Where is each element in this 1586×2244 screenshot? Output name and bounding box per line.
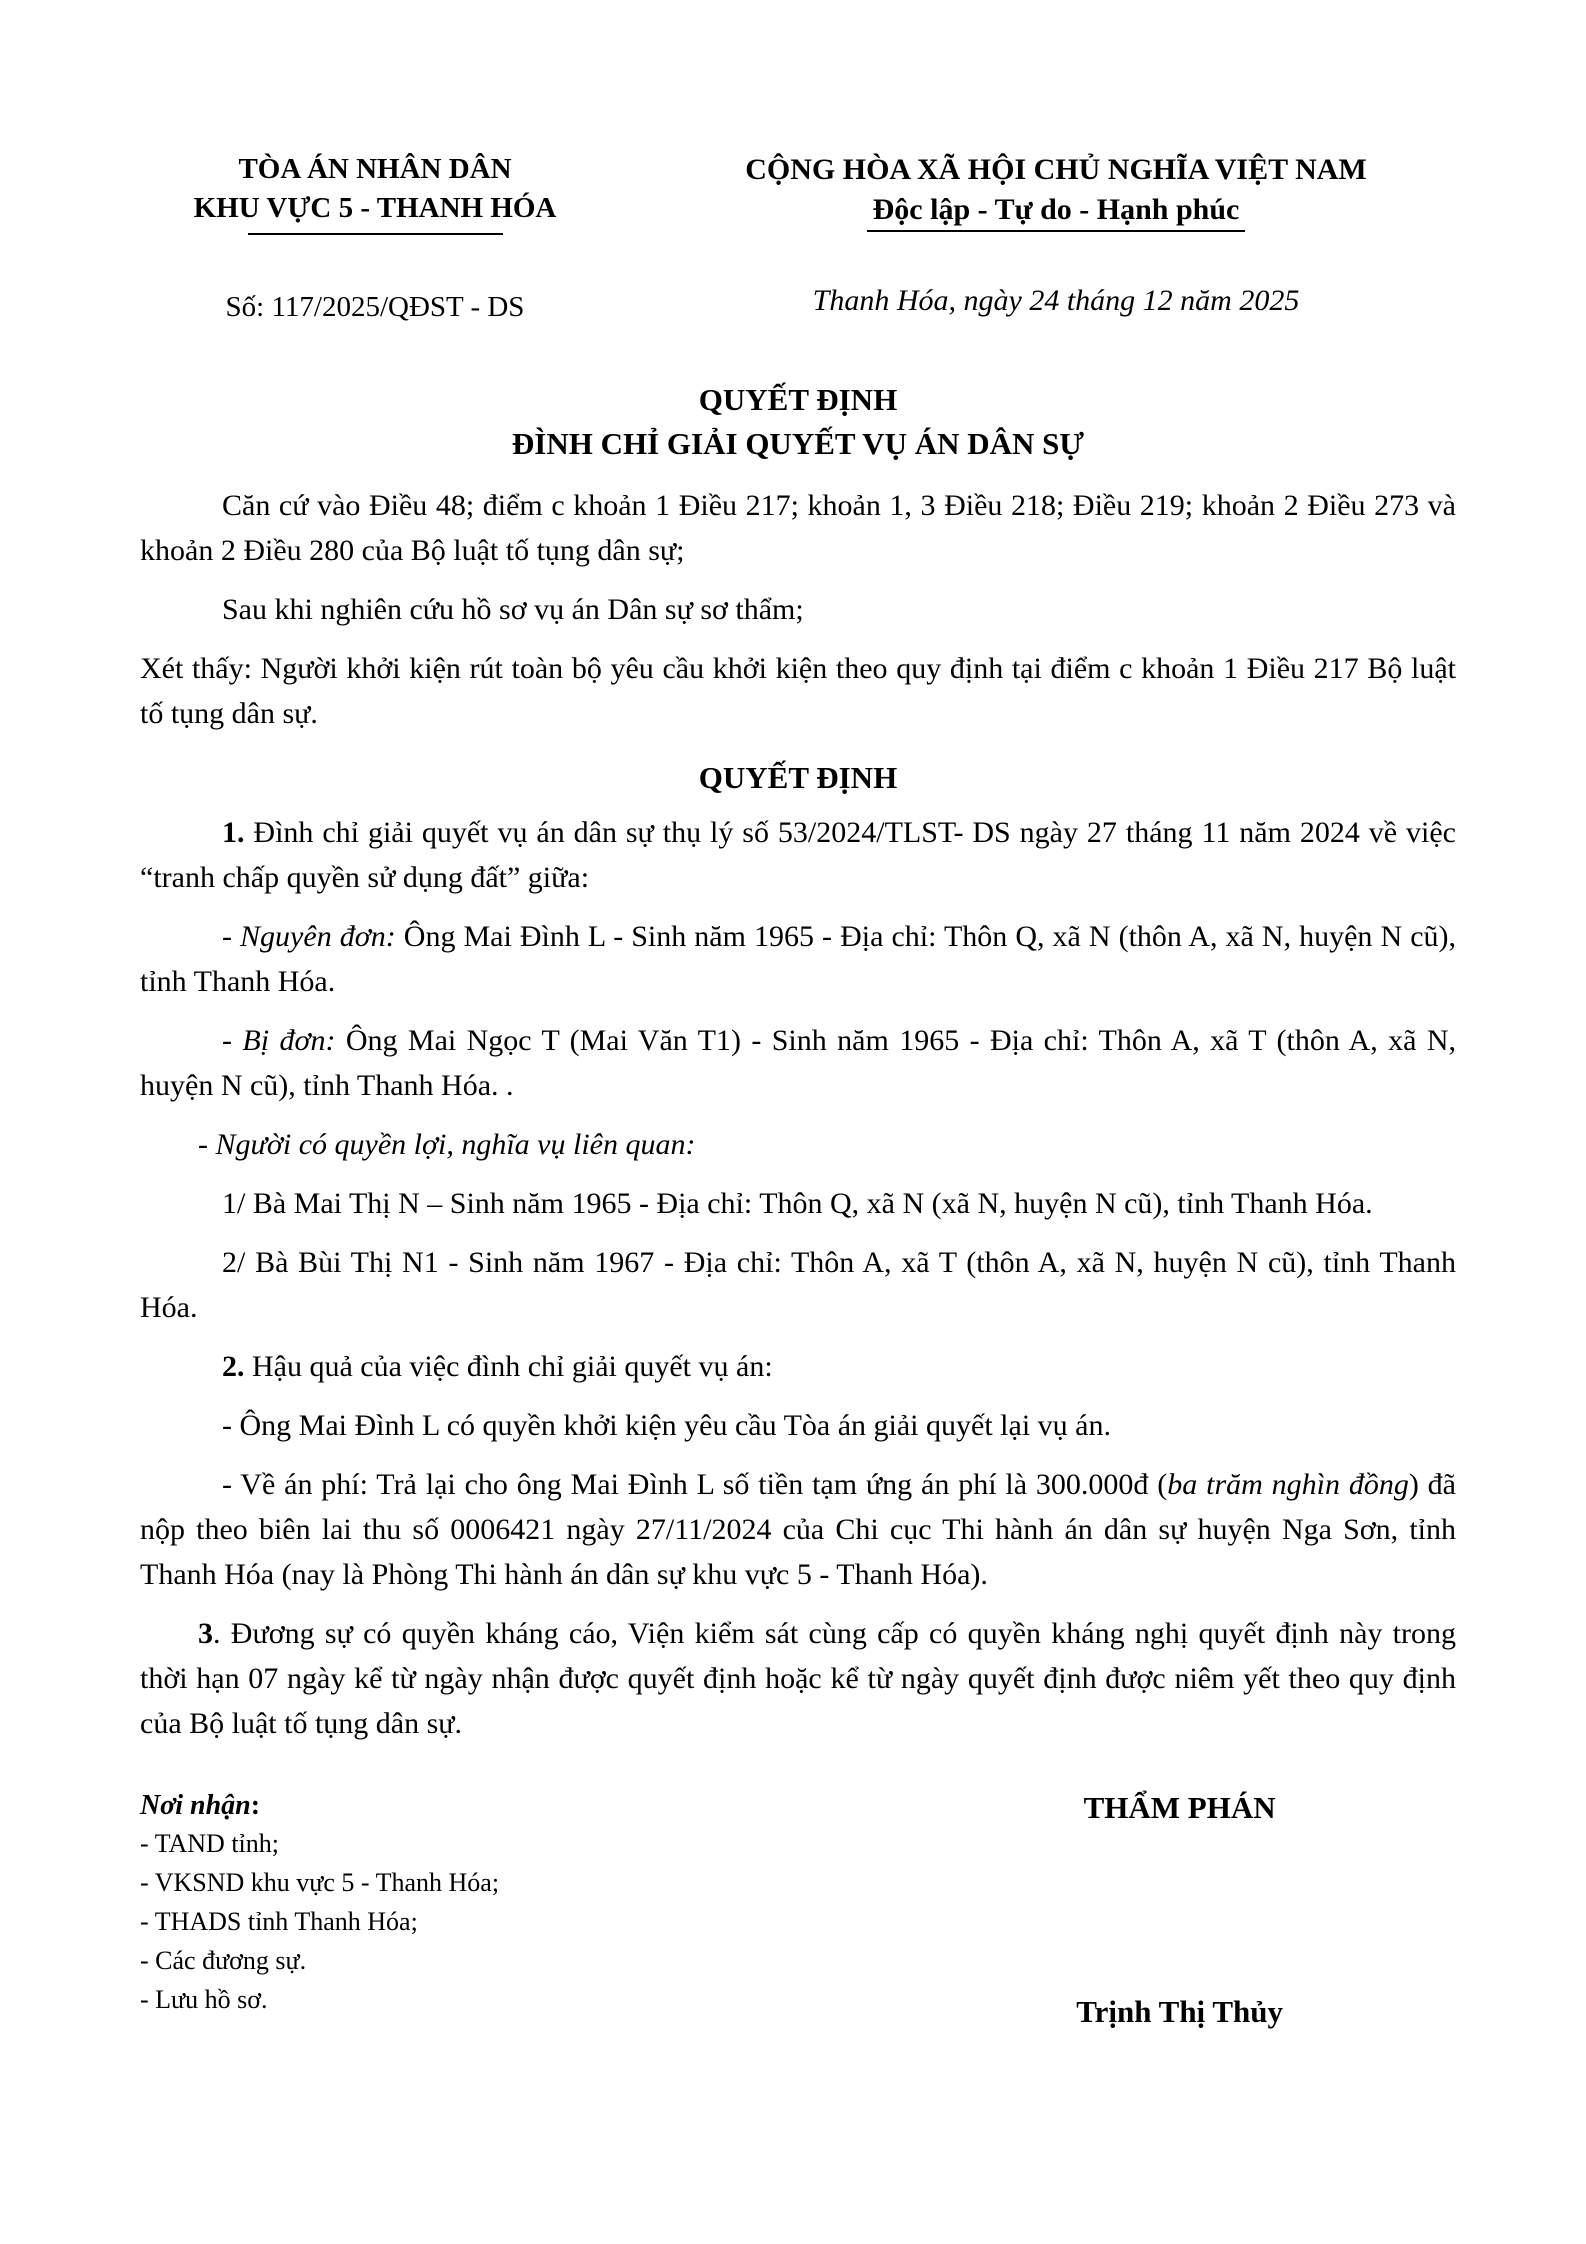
- plaintiff-paragraph: [140, 914, 1456, 1004]
- court-name-line2: KHU VỰC 5 - THANH HÓA: [193, 192, 557, 225]
- recipient-item: - Các đương sự.: [140, 1946, 307, 1976]
- related-party-1: 1/ Bà Mai Thị N – Sinh năm 1965 - Địa chỉ: Thôn Q, xã N (xã N, huyện N cũ), tỉnh Thanh Hóa.: [222, 1187, 1373, 1221]
- document-header: [140, 150, 1456, 324]
- fee-refund-part2: ) đã nộp theo biên lai thu số 0006421 ngày 27/11/2024 của Chi cục Thi hành án dân sự huyện Nga Sơn, tỉnh Thanh Hóa (nay là Phòng Thi hành án dân sự khu vực 5 - Thanh Hóa).: [140, 1468, 1456, 1592]
- decision-item-1-number: 1.: [222, 816, 245, 850]
- decision-item-1: [140, 810, 1456, 900]
- defendant-paragraph: [140, 1018, 1456, 1108]
- document-title: [140, 378, 1456, 465]
- recipients-heading: [140, 1790, 903, 1822]
- recipient-item: - Lưu hồ sơ.: [140, 1985, 268, 2015]
- signature-block: [903, 1790, 1456, 2030]
- national-title: CỘNG HÒA XÃ HỘI CHỦ NGHĨA VIỆT NAM: [745, 153, 1367, 186]
- issuing-court-block: [140, 150, 610, 324]
- recipients-label: Nơi nhận: [140, 1790, 251, 1822]
- defendant-dash: -: [222, 1024, 243, 1058]
- fee-refund-part1: - Về án phí: Trả lại cho ông Mai Đình L số tiền tạm ứng án phí là 300.000đ (: [222, 1468, 1168, 1502]
- signer-name: Trịnh Thị Thủy: [1076, 1994, 1284, 2030]
- related-party-2: 2/ Bà Bùi Thị N1 - Sinh năm 1967 - Địa chỉ: Thôn A, xã T (thôn A, xã N, huyện N cũ), tỉnh Thanh Hóa.: [140, 1246, 1456, 1325]
- decision-item-3-number: 3: [198, 1617, 213, 1651]
- national-motto: Độc lập - Tự do - Hạnh phúc: [867, 193, 1246, 232]
- recipients-list: [140, 1824, 903, 2019]
- document-number: Số: 117/2025/QĐST - DS: [225, 291, 525, 324]
- national-header-block: [656, 150, 1456, 318]
- defendant-label: Bị đơn:: [242, 1024, 336, 1058]
- recipients-colon: :: [250, 1790, 261, 1822]
- preamble-case-review: Sau khi nghiên cứu hồ sơ vụ án Dân sự sơ thẩm;: [222, 593, 804, 627]
- decision-item-2: [140, 1344, 1456, 1389]
- fee-amount-in-words: ba trăm nghìn đồng: [1167, 1468, 1409, 1502]
- decision-item-3: [140, 1611, 1456, 1746]
- related-parties-heading: - Người có quyền lợi, nghĩa vụ liên quan:: [198, 1128, 696, 1162]
- decision-item-1-text: Đình chỉ giải quyết vụ án dân sự thụ lý số 53/2024/TLST- DS ngày 27 tháng 11 năm 2024 về việc “tranh chấp quyền sử dụng đất” giữa:: [140, 816, 1456, 895]
- court-name-line1: TÒA ÁN NHÂN DÂN: [238, 153, 512, 185]
- document-body: [140, 483, 1456, 1746]
- decision-item-3-text: . Đương sự có quyền kháng cáo, Viện kiểm sát cùng cấp có quyền kháng nghị quyết định này trong thời hạn 07 ngày kể từ ngày nhận được quyết định hoặc kể từ ngày quyết định được niêm yết theo quy định của Bộ luật tố tụng dân sự.: [140, 1617, 1456, 1741]
- plaintiff-dash: -: [222, 920, 241, 954]
- document-title-line2: ĐÌNH CHỈ GIẢI QUYẾT VỤ ÁN DÂN SỰ: [511, 425, 1085, 461]
- preamble-finding: Xét thấy: Người khởi kiện rút toàn bộ yêu cầu khởi kiện theo quy định tại điểm c khoản 1 Điều 217 Bộ luật tố tụng dân sự.: [140, 652, 1456, 731]
- decision-heading: QUYẾT ĐỊNH: [698, 760, 898, 796]
- court-name-underline: [248, 233, 503, 235]
- recipients-block: [140, 1790, 903, 2030]
- document-title-line1: QUYẾT ĐỊNH: [698, 382, 898, 418]
- decision-item-2-number: 2.: [222, 1350, 245, 1384]
- plaintiff-label: Nguyên đơn:: [240, 920, 396, 954]
- signature-space: [903, 1826, 1456, 1994]
- defendant-details: Ông Mai Ngọc T (Mai Văn T1) - Sinh năm 1965 - Địa chỉ: Thôn A, xã T (thôn A, xã N, huyện N cũ), tỉnh Thanh Hóa. .: [140, 1024, 1456, 1103]
- preamble-legal-basis: Căn cứ vào Điều 48; điểm c khoản 1 Điều 217; khoản 1, 3 Điều 218; Điều 219; khoản 2 Điều 273 và khoản 2 Điều 280 của Bộ luật tố tụng dân sự;: [140, 489, 1456, 568]
- decision-item-2a: - Ông Mai Đình L có quyền khởi kiện yêu cầu Tòa án giải quyết lại vụ án.: [222, 1409, 1111, 1443]
- signer-title: THẨM PHÁN: [1083, 1790, 1276, 1826]
- document-footer: [140, 1790, 1456, 2030]
- recipient-item: - VKSND khu vực 5 - Thanh Hóa;: [140, 1868, 500, 1898]
- plaintiff-details: Ông Mai Đình L - Sinh năm 1965 - Địa chỉ: Thôn Q, xã N (thôn A, xã N, huyện N cũ), tỉnh Thanh Hóa.: [140, 920, 1456, 999]
- place-and-date: Thanh Hóa, ngày 24 tháng 12 năm 2025: [812, 283, 1300, 317]
- decision-item-2-text: Hậu quả của việc đình chỉ giải quyết vụ án:: [244, 1350, 773, 1384]
- recipient-item: - TAND tỉnh;: [140, 1829, 279, 1859]
- recipient-item: - THADS tỉnh Thanh Hóa;: [140, 1907, 418, 1937]
- decision-item-2b: [140, 1462, 1456, 1597]
